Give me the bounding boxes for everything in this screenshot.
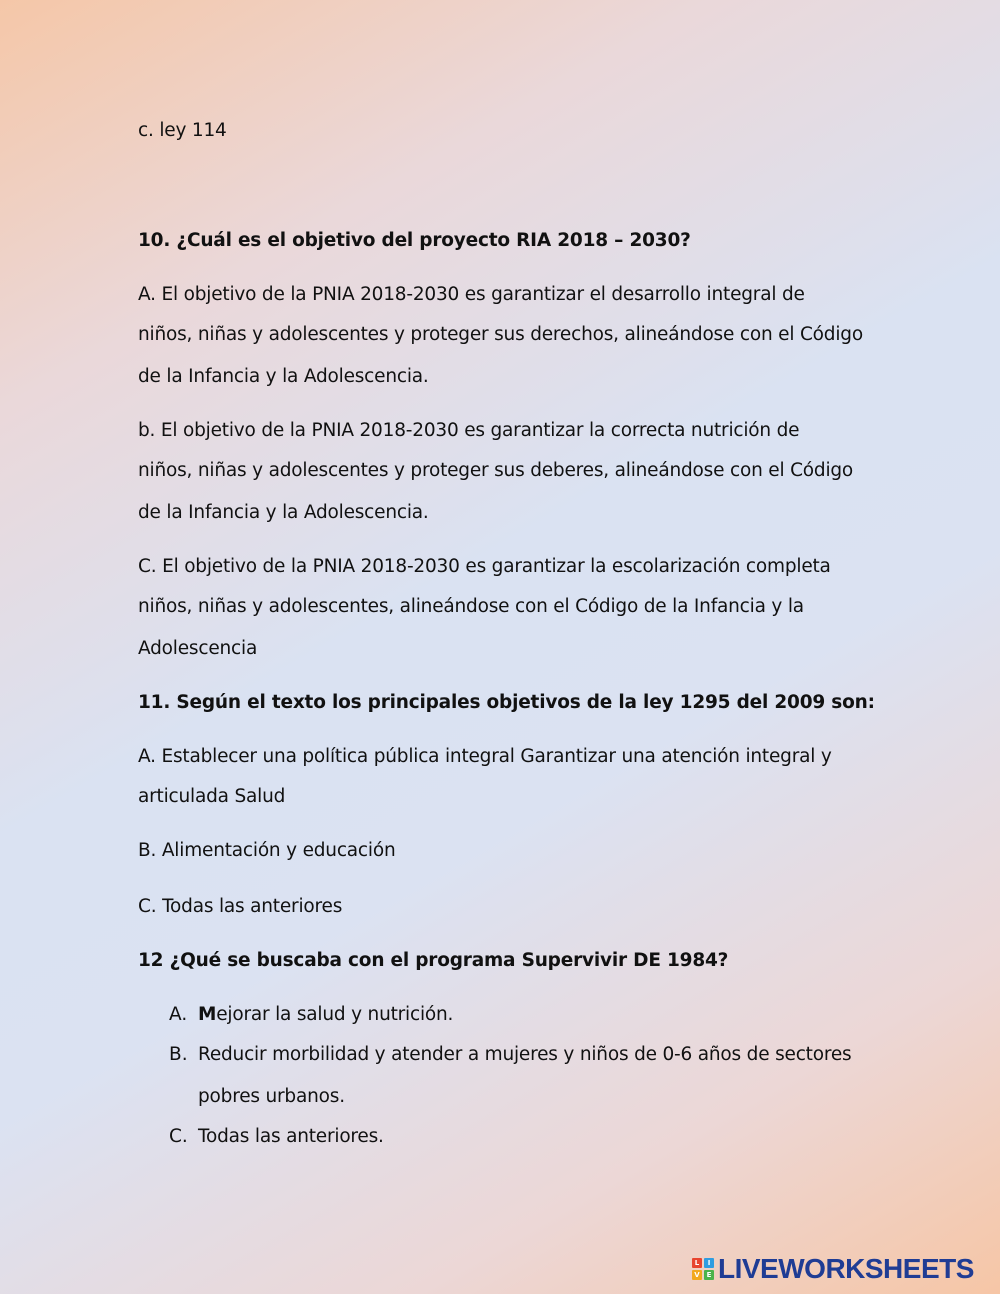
liveworksheets-logo[interactable] <box>692 1254 974 1284</box>
q10-option-c-line2: niños, niñas y adolescentes, alineándose con el Código de la Infancia y la <box>138 596 804 617</box>
q10-option-b-line2: niños, niñas y adolescentes y proteger sus deberes, alineándose con el Código <box>138 460 854 481</box>
q10-option-c-line3: Adolescencia <box>138 638 258 659</box>
q12-item-c-letter: C. <box>169 1126 188 1147</box>
q11-option-a-line1: A. Establecer una política pública integral Garantizar una atención integral y <box>138 746 832 767</box>
q12-item-a-first-letter: M <box>198 1004 217 1025</box>
q10-option-a-line1: A. El objetivo de la PNIA 2018-2030 es garantizar el desarrollo integral de <box>138 284 805 305</box>
q12-item-b-letter: B. <box>169 1044 188 1065</box>
question-12-title: 12 ¿Qué se buscaba con el programa Supervivir DE 1984? <box>138 950 729 971</box>
q11-option-a-line2: articulada Salud <box>138 786 286 807</box>
q10-option-a-line3: de la Infancia y la Adolescencia. <box>138 366 429 387</box>
q12-item-a-text <box>198 1004 453 1025</box>
q12-item-b-line1: Reducir morbilidad y atender a mujeres y niños de 0-6 años de sectores <box>198 1044 852 1065</box>
q12-item-b-line2: pobres urbanos. <box>198 1086 345 1107</box>
q11-option-c: C. Todas las anteriores <box>138 896 343 917</box>
liveworksheets-wordmark: LIVEWORKSHEETS <box>718 1253 974 1284</box>
q12-item-a-letter: A. <box>169 1004 188 1025</box>
q10-option-b-line1: b. El objetivo de la PNIA 2018-2030 es garantizar la correcta nutrición de <box>138 420 800 441</box>
q10-option-a-line2: niños, niñas y adolescentes y proteger sus derechos, alineándose con el Código <box>138 324 863 345</box>
q12-item-c-text: Todas las anteriores. <box>198 1126 384 1147</box>
question-11-title: 11. Según el texto los principales objetivos de la ley 1295 del 2009 son: <box>138 692 875 713</box>
liveworksheets-icon: L I V E <box>692 1258 714 1280</box>
q11-option-b: B. Alimentación y educación <box>138 840 396 861</box>
previous-option-c: c. ley 114 <box>138 120 227 141</box>
q12-item-a-rest: ejorar la salud y nutrición. <box>216 1004 454 1025</box>
q10-option-b-line3: de la Infancia y la Adolescencia. <box>138 502 429 523</box>
q10-option-c-line1: C. El objetivo de la PNIA 2018-2030 es garantizar la escolarización completa <box>138 556 831 577</box>
question-10-title: 10. ¿Cuál es el objetivo del proyecto RIA 2018 – 2030? <box>138 230 691 251</box>
